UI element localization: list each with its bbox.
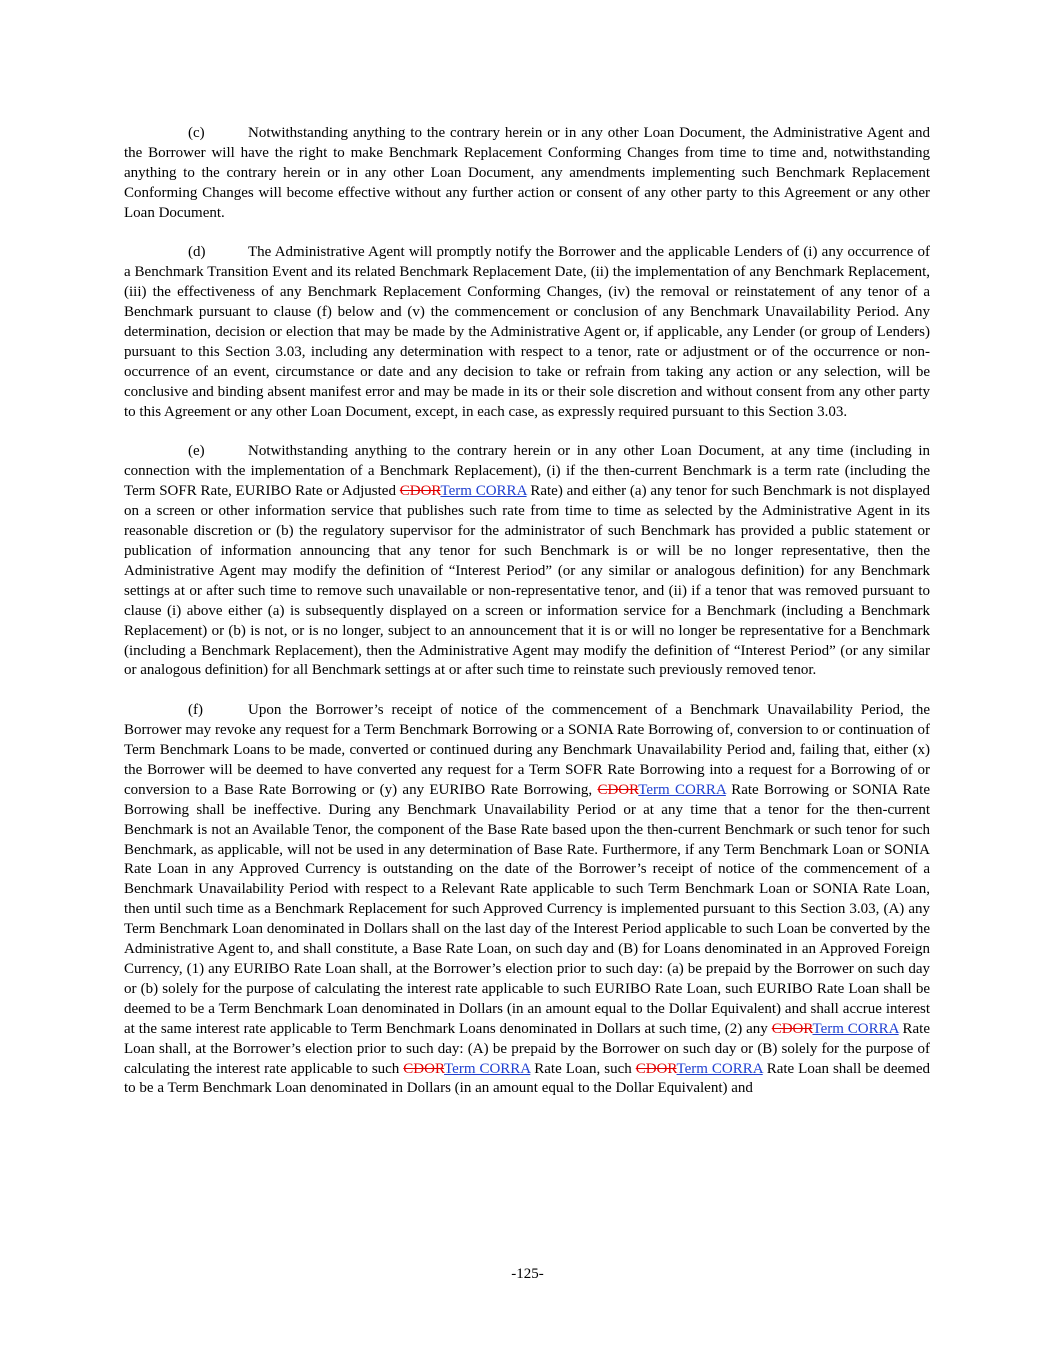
deleted-text: CDOR [635,1060,677,1077]
paragraph-e [124,442,930,681]
document-page [124,124,930,1119]
paragraph-text: Notwithstanding anything to the contrary herein or in any other Loan Document, at any time (including in connection with the implementation of a Benchmark Replacement), (i) if the then-current Benchmark is a term rate (including the Term SOFR Rate, EURIBO Rate or Adjusted [124,443,930,500]
paragraph-text: The Administrative Agent will promptly notify the Borrower and the applicable Lenders of (i) any occurrence of a Benchmark Transition Event and its related Benchmark Replacement Date, (ii) the implementation of any Benchmark Replacement, (iii) the effectiveness of any Benchmark Replacement Conforming Changes, (iv) the removal or reinstatement of any tenor of a Benchmark pursuant to clause (f) below and (v) the commencement or conclusion of any Benchmark Unavailability Period. Any determination, decision or election that may be made by the Administrative Agent or, if applicable, any Lender (or group of Lenders) pursuant to this Section 3.03, including any determination with respect to a tenor, rate or adjustment or of the occurrence or non-occurrence of an event, circumstance or date and any decision to take or refrain from taking any action or any selection, will be conclusive and binding absent manifest error and may be made in its or their sole discretion and without consent from any other party to this Agreement or any other Loan Document, except, in each case, as expressly required pursuant to this Section 3.03. [124,244,930,420]
paragraph-text: Rate Loan shall, at the Borrower’s election prior to such day: (A) be prepaid by the Borrower on such day or (B) solely for the purpose of calculating the interest rate applicable to such [124,1020,930,1077]
inserted-text: Term CORRA [638,781,726,798]
deleted-text: CDOR [771,1020,813,1037]
inserted-text: Term CORRA [676,1060,763,1077]
paragraph-d [124,243,930,422]
deleted-text: CDOR [399,483,441,500]
paragraph-marker: (d) [188,244,206,261]
page-number: -125- [511,1266,544,1282]
paragraph-text: Rate) and either (a) any tenor for such Benchmark is not displayed on a screen or other information service that publishes such rate from time to time as selected by the Administrative Agent in its reasonable discretion or (b) the regulatory supervisor for the administrator of such Benchmark has provided a public statement or publication of information announcing that any tenor for such Benchmark is or will be no longer representative, then the Administrative Agent may modify the definition of “Interest Period” (or any similar or analogous definition) for any Benchmark settings at or after such time to remove such unavailable or non-representative tenor, and (ii) if a tenor that was removed pursuant to clause (i) above either (a) is subsequently displayed on a screen or information service for a Benchmark (including a Benchmark Replacement) or (b) is not, or is no longer, subject to an announcement that it is or will no longer be representative for a Benchmark (including a Benchmark Replacement), then the Administrative Agent may modify the definition of “Interest Period” (or any similar or analogous definition) for all Benchmark settings at or after such time to reinstate such previously removed tenor. [124,483,930,679]
paragraph-f [124,701,930,1099]
deleted-text: CDOR [597,781,639,798]
deleted-text: CDOR [403,1060,445,1077]
inserted-text: Term CORRA [444,1060,531,1077]
paragraph-marker: (e) [188,443,205,460]
paragraph-marker: (c) [188,125,205,141]
paragraph-text: Upon the Borrower’s receipt of notice of the commencement of a Benchmark Unavailability Period, the Borrower may revoke any request for a Term Benchmark Borrowing or a SONIA Rate Borrowing of, conversion to or continuation of Term Benchmark Loans to be made, converted or continued during any Benchmark Unavailability Period and, failing that, either (x) the Borrower will be deemed to have converted any request for a Term SOFR Rate Borrowing into a request for a Borrowing of or conversion to a Base Rate Borrowing or (y) any EURIBO Rate Borrowing, [124,702,930,798]
inserted-text: Term CORRA [440,483,527,500]
paragraph-text: Rate Borrowing or SONIA Rate Borrowing shall be ineffective. During any Benchmark Unavailability Period or at any time that a tenor for the then-current Benchmark is not an Available Tenor, the component of the Base Rate based upon the then-current Benchmark or such tenor for such Benchmark, as applicable, will not be used in any determination of Base Rate. Furthermore, if any Term Benchmark Loan or SONIA Rate Loan in any Approved Currency is outstanding on the date of the Borrower’s receipt of notice of the commencement of a Benchmark Unavailability Period with respect to a Relevant Rate applicable to such Term Benchmark Loan or SONIA Rate Loan, then until such time as a Benchmark Replacement for such Approved Currency is implemented pursuant to this Section 3.03, (A) any Term Benchmark Loan denominated in Dollars shall on the last day of the Interest Period applicable to such Loan be converted by the Administrative Agent to, and shall constitute, a Base Rate Loan, on such day and (B) for Loans denominated in an Approved Foreign Currency, (1) any EURIBO Rate Loan shall, at the Borrower’s election prior to such day: (a) be prepaid by the Borrower on such day or (b) solely for the purpose of calculating the interest rate applicable to such EURIBO Rate Loan, such EURIBO Rate Loan shall be deemed to be a Term Benchmark Loan denominated in Dollars (in an amount equal to the Dollar Equivalent) and shall accrue interest at the same interest rate applicable to Term Benchmark Loans denominated in Dollars at such time, (2) any [124,781,930,1037]
paragraph-marker: (f) [188,702,203,719]
inserted-text: Term CORRA [812,1020,899,1037]
paragraph-text: Rate Loan shall be deemed to be a Term Benchmark Loan denominated in Dollars (in an amount equal to the Dollar Equivalent) and [124,1060,930,1097]
paragraph-text: Notwithstanding anything to the contrary herein or in any other Loan Document, the Administrative Agent and the Borrower will have the right to make Benchmark Replacement Conforming Changes from time to time and, notwithstanding anything to the contrary herein or in any other Loan Document, any amendments implementing such Benchmark Replacement Conforming Changes will become effective without any further action or consent of any other party to this Agreement or any other Loan Document. [124,125,930,221]
paragraph-text: Rate Loan, such [530,1060,636,1077]
paragraph-c [124,124,930,224]
